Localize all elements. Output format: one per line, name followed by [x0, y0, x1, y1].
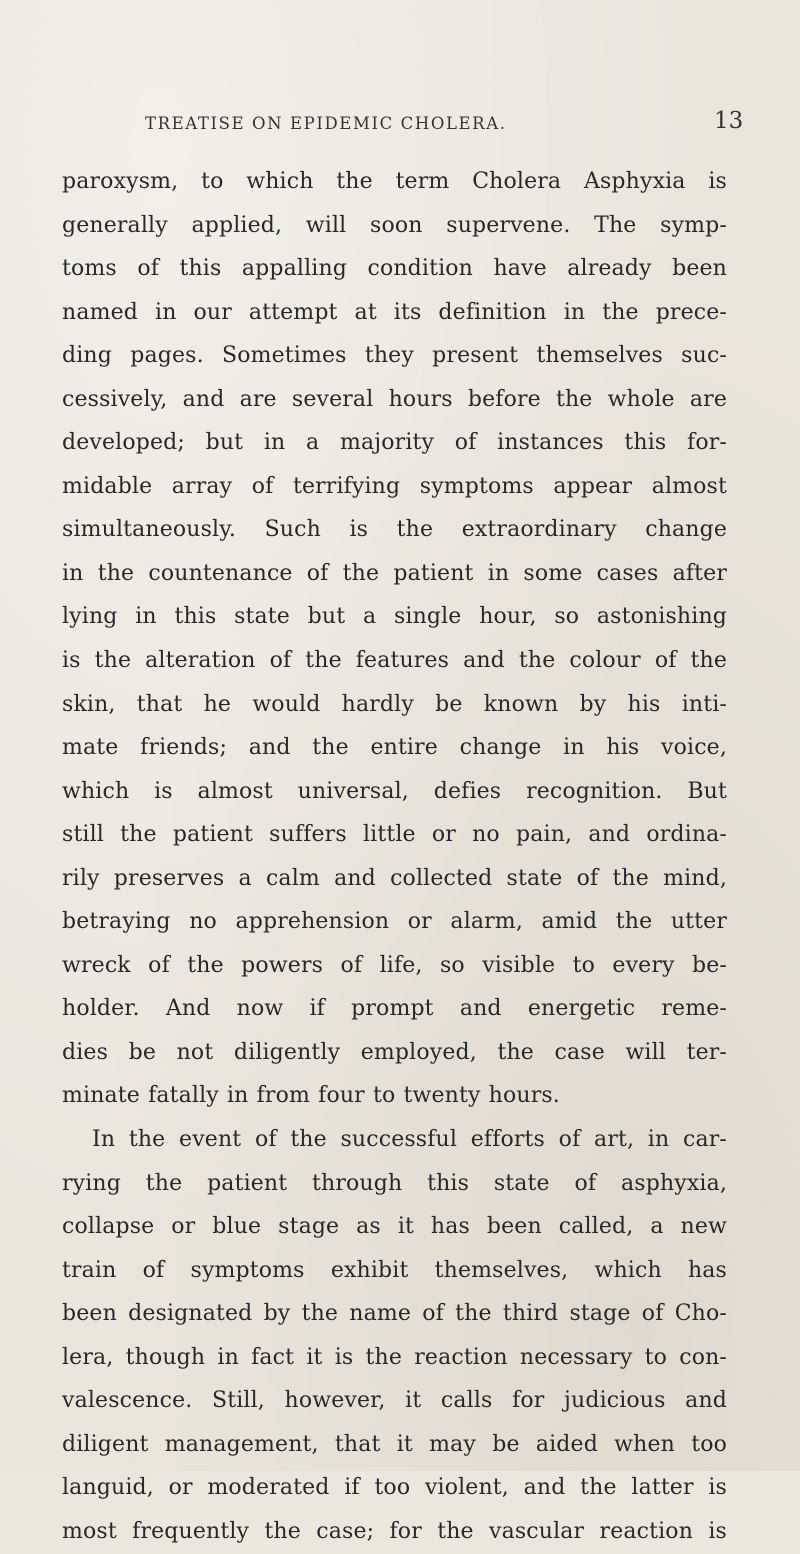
text-line: cessively, and are several hours before the whole are	[62, 386, 727, 412]
text-line: in the countenance of the patient in some cases after	[62, 560, 727, 586]
text-line: named in our attempt at its definition in the prece-	[62, 299, 727, 325]
text-line: diligent management, that it may be aided when too	[62, 1431, 727, 1457]
text-line: rily preserves a calm and collected state of the mind,	[62, 865, 727, 891]
text-line: collapse or blue stage as it has been called, a new	[62, 1214, 727, 1240]
text-line: still the patient suffers little or no pain, and ordina-	[62, 822, 727, 848]
text-line: generally applied, will soon supervene. The symp-	[62, 212, 727, 238]
text-line: developed; but in a majority of instances this for-	[62, 430, 727, 456]
text-line: mate friends; and the entire change in his voice,	[62, 735, 727, 761]
text-line: rying the patient through this state of asphyxia,	[62, 1170, 727, 1196]
text-line: paroxysm, to which the term Cholera Asphyxia is	[62, 169, 727, 194]
text-line: minate fatally in from four to twenty hours.	[62, 1083, 560, 1109]
text-line: lera, though in fact it is the reaction necessary to con-	[62, 1344, 727, 1370]
text-line: betraying no apprehension or alarm, amid the utter	[62, 909, 727, 935]
text-line: most frequently the case; for the vascular reaction is	[62, 1518, 727, 1544]
text-line: wreck of the powers of life, so visible to every be-	[62, 952, 727, 978]
text-line: toms of this appalling condition have already been	[62, 256, 727, 282]
text-line: dies be not diligently employed, the case will ter-	[62, 1039, 727, 1065]
text-line: train of symptoms exhibit themselves, which has	[62, 1257, 727, 1283]
body-text	[62, 160, 727, 1554]
text-line: In the event of the successful efforts of art, in car-	[92, 1127, 727, 1153]
text-line: skin, that he would hardly be known by his inti-	[62, 691, 727, 717]
text-line: which is almost universal, defies recognition. But	[62, 778, 727, 804]
page-number: 13	[714, 108, 744, 134]
text-line: valescence. Still, however, it calls for judicious and	[62, 1388, 727, 1414]
text-line: simultaneously. Such is the extraordinary change	[62, 517, 727, 543]
running-head: TREATISE ON EPIDEMIC CHOLERA.	[145, 114, 507, 133]
text-line: holder. And now if prompt and energetic reme-	[62, 996, 727, 1022]
text-line: been designated by the name of the third stage of Cho-	[62, 1301, 727, 1327]
text-line: ding pages. Sometimes they present themselves suc-	[62, 343, 727, 369]
text-line: lying in this state but a single hour, so astonishing	[62, 604, 727, 630]
text-line: midable array of terrifying symptoms appear almost	[62, 473, 727, 499]
text-line: is the alteration of the features and the colour of the	[62, 648, 727, 674]
text-line: languid, or moderated if too violent, and the latter is	[62, 1475, 727, 1501]
